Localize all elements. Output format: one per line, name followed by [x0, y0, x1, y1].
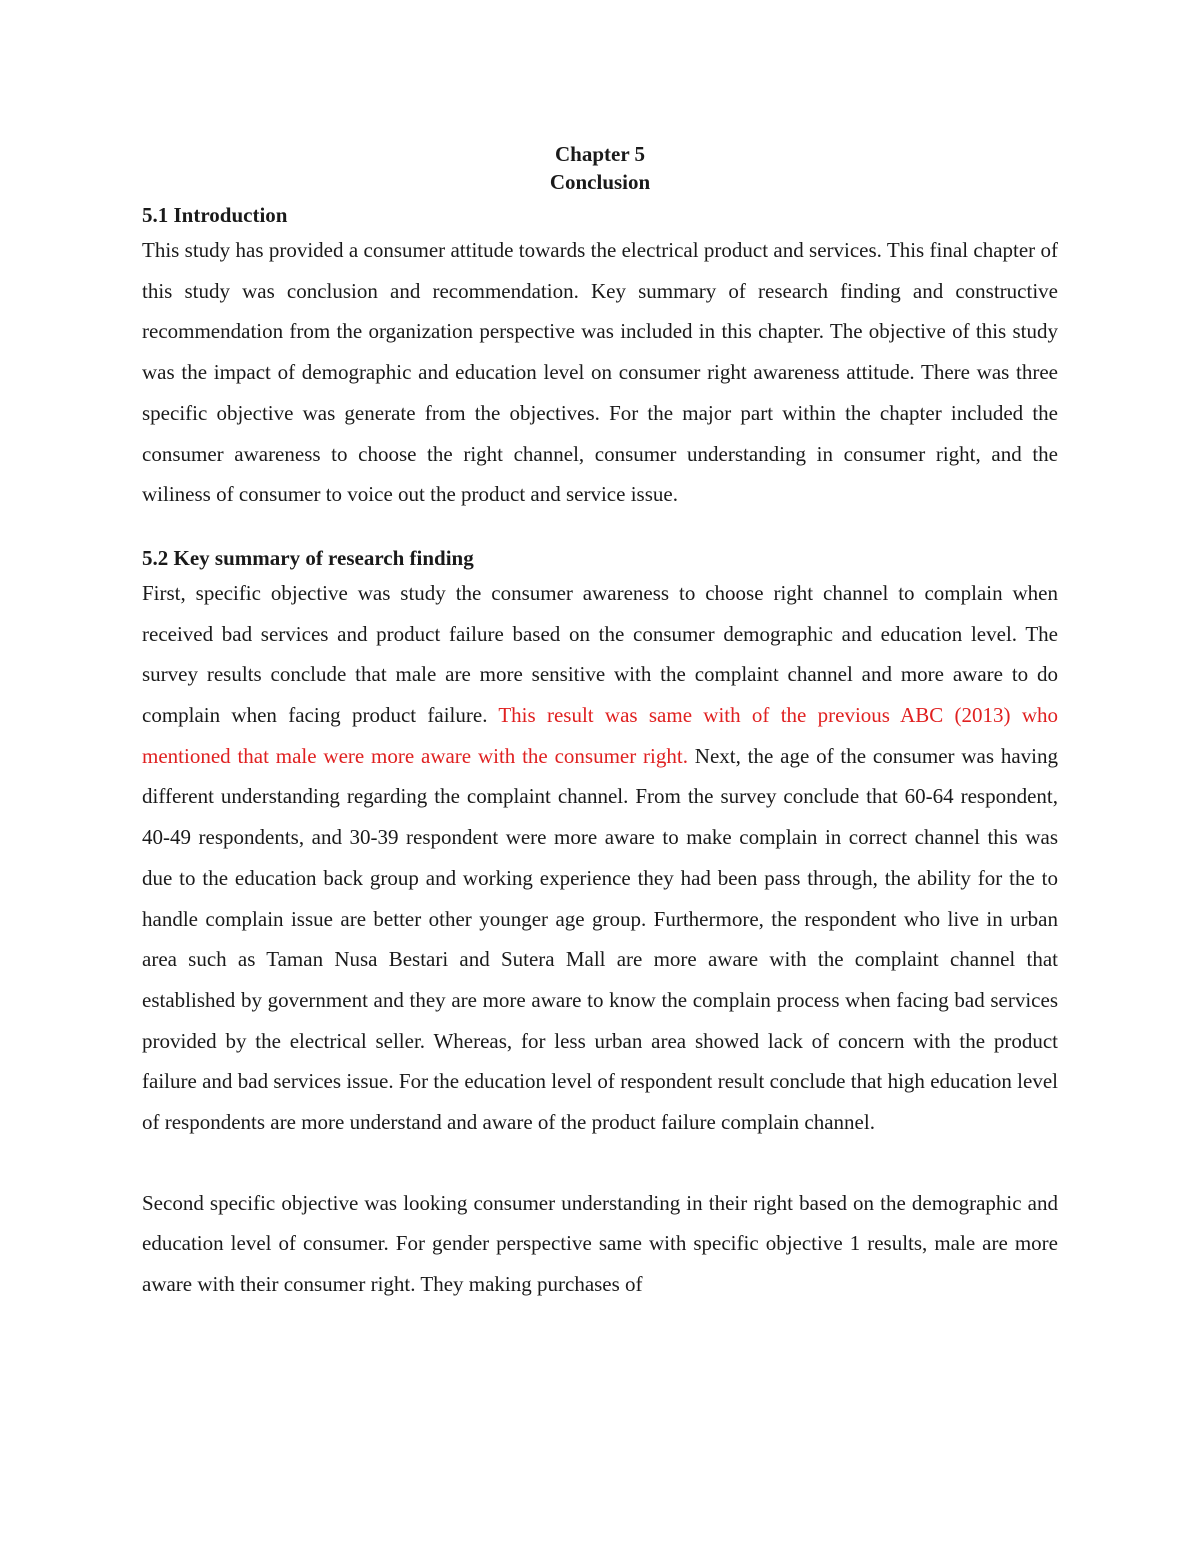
section-heading-introduction: 5.1 Introduction [142, 203, 288, 227]
document-page [142, 140, 1058, 1305]
highlighted-citation-text: This result was same with of the previous ABC (2013) who mentioned that male were more aware with the consumer right. [142, 703, 1058, 768]
paragraph-text-continued: Next, the age of the consumer was having different understanding regarding the complaint channel. From the survey conclude that 60-64 respondent, 40-49 respondents, and 30-39 respondent were more aware to make complain in correct channel this was due to the education back group and working experience they had been pass through, the ability for the to handle complain issue are better other younger age group. Furthermore, the respondent who live in urban area such as Taman Nusa Bestari and Sutera Mall are more aware with the complaint channel that established by government and they are more aware to know the complain process when facing bad services provided by the electrical seller. Whereas, for less urban area showed lack of concern with the product failure and bad services issue. For the education level of respondent result conclude that high education level of respondents are more understand and aware of the product failure complain channel. [142, 743, 1058, 1135]
chapter-number: Chapter 5 [554, 142, 646, 166]
introduction-paragraph: This study has provided a consumer attitude towards the electrical product and services. This final chapter of this study was conclusion and recommendation. Key summary of research finding and constructive recommendation from the organization perspective was included in this chapter. The objective of this study was the impact of demographic and education level on consumer right awareness attitude. There was three specific objective was generate from the objectives. For the major part within the chapter included the consumer awareness to choose the right channel, consumer understanding in consumer right, and the wiliness of consumer to voice out the product and service issue. [142, 238, 1058, 507]
chapter-header [142, 140, 1058, 196]
key-summary-paragraph-1 [142, 573, 1058, 1143]
section-heading-key-summary: 5.2 Key summary of research finding [142, 545, 474, 570]
paragraph-text: First, specific objective was study the consumer awareness to choose right channel to complain when received bad services and product failure based on the consumer demographic and education level. The survey results conclude that male are more sensitive with the complaint channel and more aware to do complain when facing product failure. [142, 580, 1058, 728]
chapter-title: Conclusion [549, 170, 651, 194]
key-summary-paragraph-2: Second specific objective was looking consumer understanding in their right based on the demographic and education level of consumer. For gender perspective same with specific objective 1 results, male are more aware with their consumer right. They making purchases of [142, 1190, 1058, 1297]
